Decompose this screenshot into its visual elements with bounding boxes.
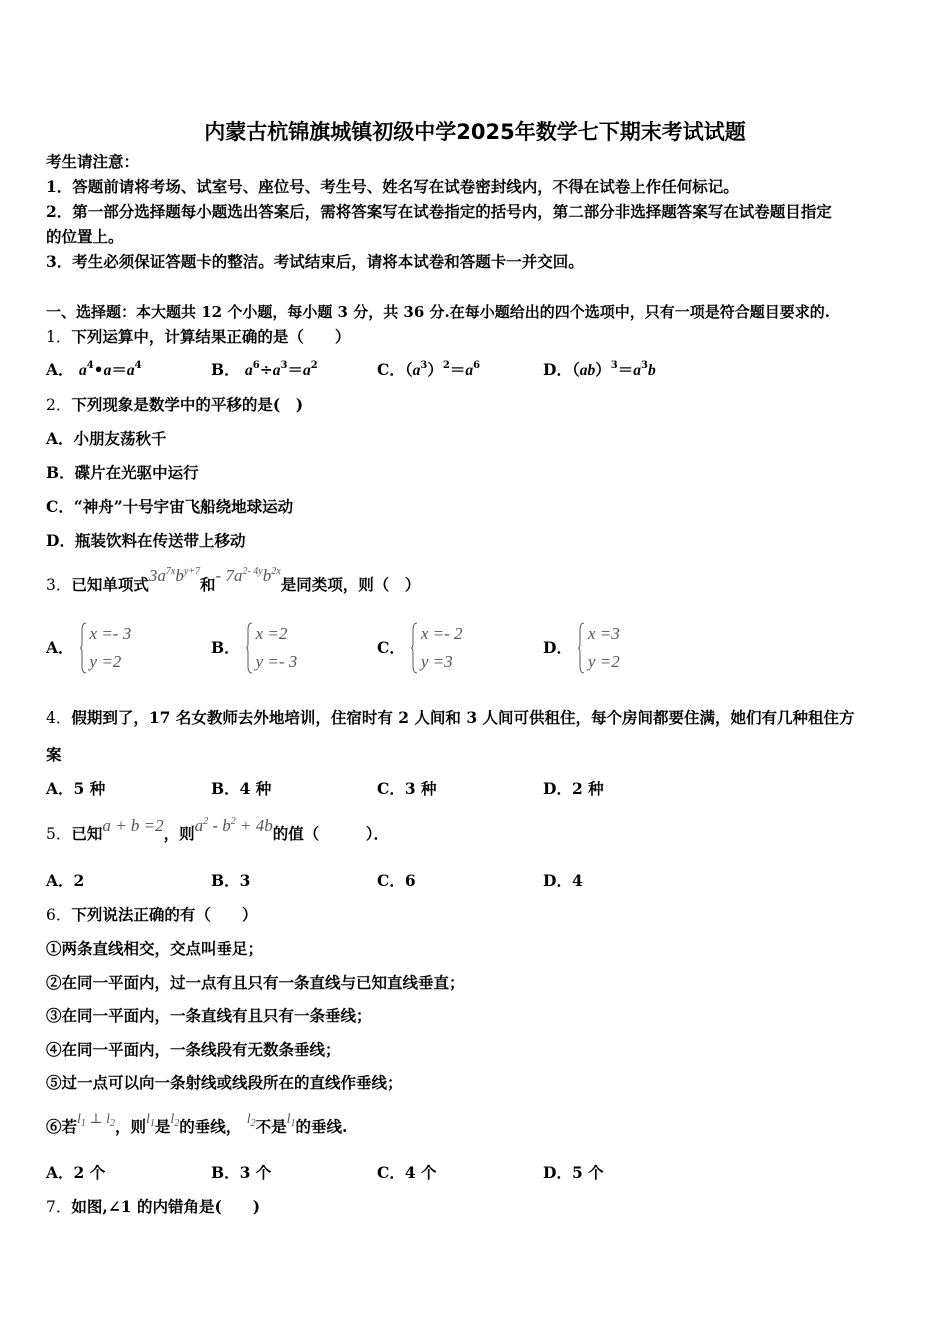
q4-option-c[interactable]: C．3 种 [377,779,437,798]
q5-option-b[interactable]: B．3 [211,871,251,890]
target-expression: $a^2 - b^2 + 4b$ [194,816,273,835]
q2-option-a[interactable]: A．小朋友荡秋千 [46,429,167,448]
statement-4: ④在同一平面内，一条线段有无数条垂线； [46,1040,341,1059]
q5-option-d[interactable]: D．4 [543,871,583,890]
q5-option-c[interactable]: C．6 [377,871,416,890]
question-stem: 假期到了，17 名女教师去外地培训，住宿时有 2 人间和 3 人间可供租住，每个房间都要住满，她们有几种租住方 [71,708,855,727]
q2-option-c[interactable]: C．“神舟”十号宇宙飞船绕地球运动 [46,497,294,516]
question-1 [46,327,350,347]
question-4 [46,708,855,728]
condition-expression: a + b =2 [102,816,164,835]
q4-option-a[interactable]: A．5 种 [46,779,106,798]
question-number: 2． [46,396,72,414]
question-number: 6． [46,906,72,924]
notice-item-1: 1．答题前请将考场、试室号、座位号、考生号、姓名写在试卷密封线内，不得在试卷上作任何标记。 [46,177,739,196]
q5-option-a[interactable]: A．2 [46,871,85,890]
q1-option-a[interactable]: A． $a^4•a=a^4$ [46,360,142,379]
q4-option-d[interactable]: D．2 种 [543,779,604,798]
statement-2: ②在同一平面内，过一点有且只有一条直线与已知直线垂直； [46,973,465,992]
brace-icon [246,622,253,674]
question-2 [46,395,303,415]
monomial-1: $3a^{7x}b^{y+7}$ [148,566,201,585]
question-5: 5．已知a + b =2，则$a^2 - b^2 + 4b$的值（ ）． [46,816,390,843]
question-stem: 下列运算中，计算结果正确的是（ ） [71,327,351,346]
statement-6: ⑥若$l_1$ ⊥ $l_2$，则$l_1$是$l_2$的垂线， $l_2$不是$l_1$的垂线. [46,1112,348,1136]
q4-option-b[interactable]: B．4 种 [211,779,272,798]
question-stem: 下列说法正确的有（ ） [71,905,258,924]
q3-option-c[interactable]: C． x =- 2 y =3 [377,620,463,676]
statement-5: ⑤过一点可以向一条射线或线段所在的直线作垂线； [46,1073,403,1092]
q1-option-b[interactable]: B． $a^6\div a^3=a^2$ [211,360,318,379]
q3-option-d[interactable]: D． x =3 y =2 [543,620,620,676]
brace-icon [578,622,585,674]
q1-option-d[interactable]: D．$(ab)^3=a^3b$ [543,360,656,379]
notice-item-2-cont: 的位置上。 [46,227,124,246]
notice-item-2: 2．第一部分选择题每小题选出答案后，需将答案写在试卷指定的括号内，第二部分非选择题答案写在试卷题目指定 [46,202,832,221]
brace-icon [80,622,87,674]
q6-option-d[interactable]: D．5 个 [543,1163,604,1182]
statement-3: ③在同一平面内，一条直线有且只有一条垂线； [46,1006,372,1025]
question-number: 3． [46,576,72,594]
question-7 [46,1197,260,1217]
brace-icon [411,622,418,674]
question-3: 3．已知单项式$3a^{7x}b^{y+7}$和- $7a^{2- 4y}b^{2x}$是同类项，则（ ） [46,566,421,594]
question-number: 4． [46,709,72,727]
q3-option-a[interactable]: A． x =- 3 y =2 [46,620,131,676]
q1-option-c[interactable]: C．$(a^3)^2=a^6$ [377,360,481,379]
question-4-cont: 案 [46,745,62,764]
page-title: 内蒙古杭锦旗城镇初级中学2025年数学七下期末考试试题 [204,120,746,144]
q2-option-b[interactable]: B．碟片在光驱中运行 [46,463,199,482]
q3-option-b[interactable]: B． x =2 y =- 3 [211,620,297,676]
statement-1: ①两条直线相交，交点叫垂足； [46,939,264,958]
q2-option-d[interactable]: D．瓶装饮料在传送带上移动 [46,531,246,550]
section-heading: 一、选择题：本大题共 12 个小题，每小题 3 分，共 36 分.在每小题给出的四个选项中，只有一项是符合题目要求的. [46,303,830,321]
question-6 [46,905,257,925]
notice-header: 考生请注意： [46,152,140,171]
question-number: 7． [46,1198,72,1216]
question-number: 5． [46,825,72,843]
monomial-2: - $7a^{2- 4y}b^{2x}$ [215,566,281,585]
notice-item-3: 3．考生必须保证答题卡的整洁。考试结束后，请将本试卷和答题卡一并交回。 [46,252,584,271]
q6-option-c[interactable]: C．4 个 [377,1163,437,1182]
question-stem: 下列现象是数学中的平移的是( ) [71,395,304,414]
question-stem: 如图,∠1 的内错角是( ) [71,1197,261,1216]
q6-option-b[interactable]: B．3 个 [211,1163,272,1182]
question-number: 1． [46,328,72,346]
q6-option-a[interactable]: A．2 个 [46,1163,106,1182]
